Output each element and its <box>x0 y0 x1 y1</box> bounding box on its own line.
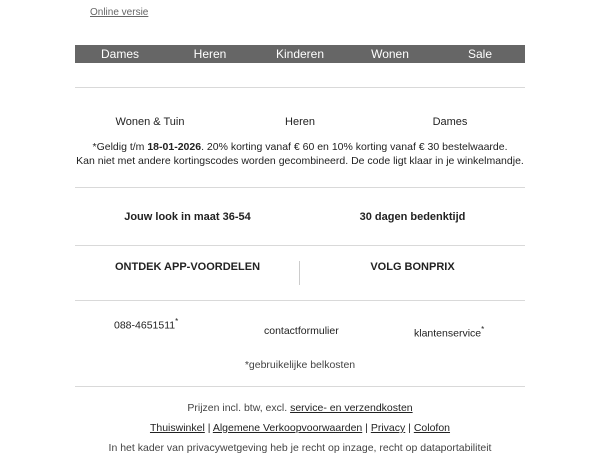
app-social-bar <box>75 261 525 273</box>
phone-contact[interactable] <box>114 317 178 332</box>
usp-bar <box>75 211 525 223</box>
main-navigation <box>75 45 525 63</box>
separator: | <box>405 422 414 434</box>
category-dames[interactable]: Dames <box>432 116 468 128</box>
prices-text: Prijzen incl. btw, excl. <box>187 402 291 414</box>
divider <box>75 187 525 188</box>
contact-form-link[interactable]: contactformulier <box>264 325 339 337</box>
separator: | <box>362 422 371 434</box>
divider <box>75 245 525 246</box>
footer-links <box>75 422 525 434</box>
nav-item-dames[interactable]: Dames <box>100 47 139 61</box>
promo-terms <box>75 141 525 168</box>
nav-item-kinderen[interactable]: Kinderen <box>275 47 325 61</box>
usp-return: 30 dagen bedenktijd <box>359 211 466 223</box>
phone-number: 088-4651511 <box>114 319 176 332</box>
divider <box>75 386 525 387</box>
customer-service-contact[interactable] <box>414 325 484 340</box>
nav-item-heren[interactable]: Heren <box>193 47 227 61</box>
privacy-link[interactable]: Privacy <box>370 422 406 434</box>
nav-item-sale[interactable]: Sale <box>467 47 493 61</box>
separator: | <box>204 422 213 434</box>
promo-date: 18-01-2026 <box>147 141 202 153</box>
phone-asterisk: * <box>175 317 179 326</box>
promo-line2: Kan niet met andere kortingscodes worden gecombineerd. De code ligt klaar in je winkelmandje. <box>76 154 524 167</box>
divider <box>75 300 525 301</box>
colofon-link[interactable]: Colofon <box>413 422 451 434</box>
call-costs-note: *gebruikelijke belkosten <box>244 359 356 371</box>
shipping-costs-link[interactable]: service- en verzendkosten <box>290 402 413 414</box>
category-wonen-tuin[interactable]: Wonen & Tuin <box>115 116 185 128</box>
prices-notice <box>75 402 525 414</box>
category-links <box>75 116 525 128</box>
customer-service-label: klantenservice <box>414 327 482 340</box>
service-asterisk: * <box>481 325 485 334</box>
vertical-divider <box>299 261 300 285</box>
follow-bonprix-link[interactable]: VOLG BONPRIX <box>370 261 455 273</box>
usp-sizes: Jouw look in maat 36-54 <box>124 211 251 223</box>
category-heren[interactable]: Heren <box>285 116 315 128</box>
terms-link[interactable]: Algemene Verkoopvoorwaarden <box>212 422 363 434</box>
thuiswinkel-link[interactable]: Thuiswinkel <box>149 422 205 434</box>
divider <box>75 87 525 88</box>
nav-item-wonen[interactable]: Wonen <box>371 47 409 61</box>
online-version-link[interactable]: Online versie <box>90 7 149 18</box>
app-advantages-link[interactable]: ONTDEK APP-VOORDELEN <box>114 261 261 273</box>
promo-line1: . 20% korting vanaf € 60 en 10% korting vanaf € 30 bestelwaarde. <box>201 141 508 153</box>
privacy-statement: In het kader van privacywetgeving heb je recht op inzage, recht op dataportabiliteit <box>108 442 492 454</box>
promo-prefix: *Geldig t/m <box>92 141 148 153</box>
